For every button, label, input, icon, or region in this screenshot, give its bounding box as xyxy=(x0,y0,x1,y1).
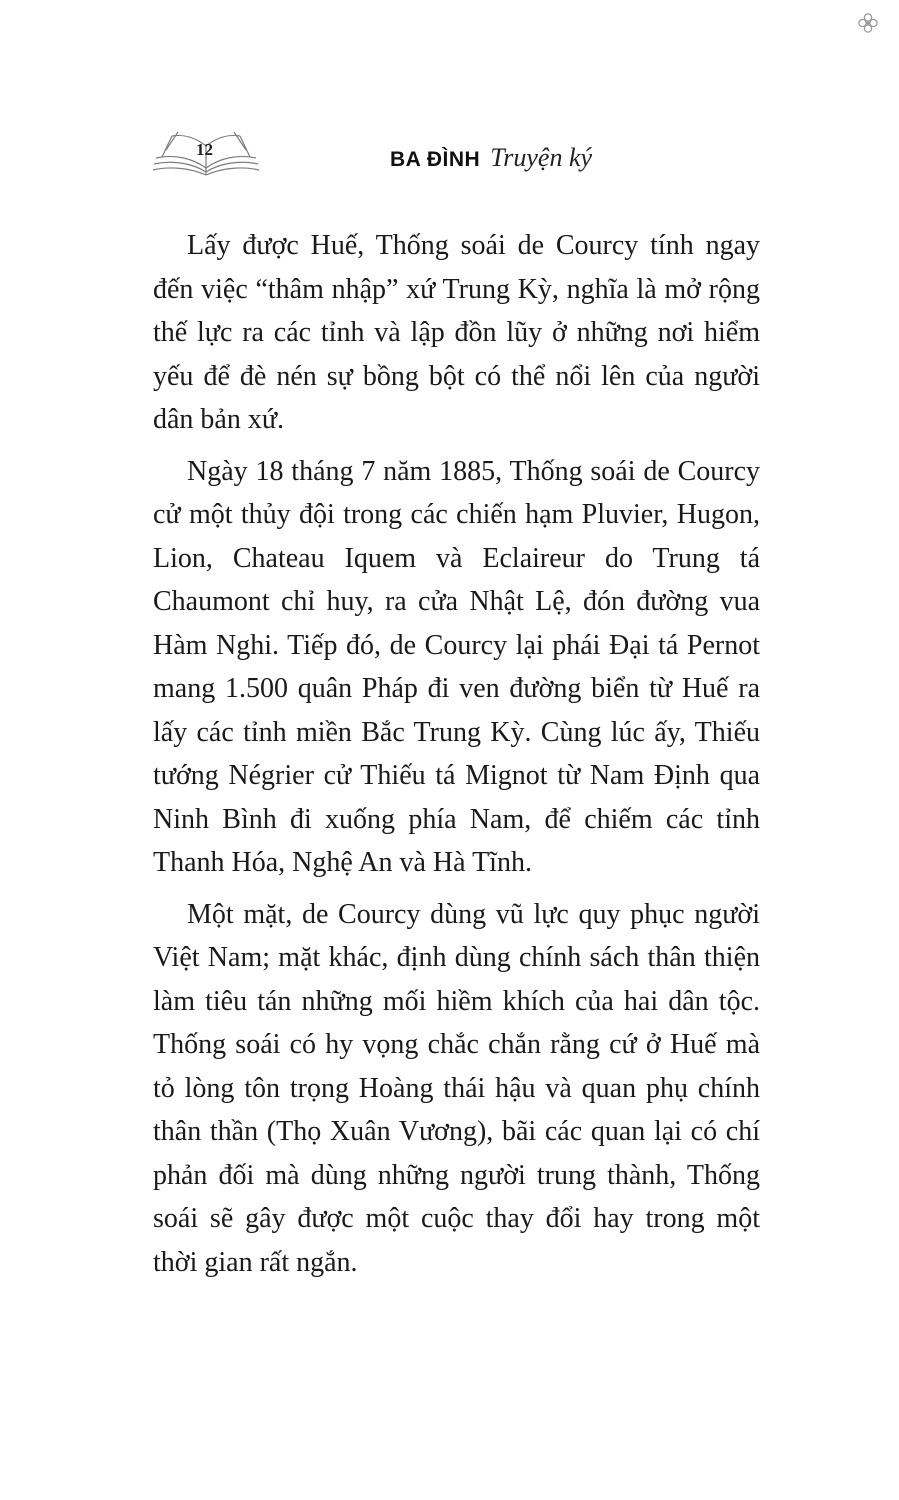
running-header xyxy=(152,128,762,180)
paragraph-3: Một mặt, de Courcy dùng vũ lực quy phục người Việt Nam; mặt khác, định dùng chính sách thân thiện làm tiêu tán những mối hiềm khích của hai dân tộc. Thống soái có hy vọng chắc chắn rằng cứ ở Huế mà tỏ lòng tôn trọng Hoàng thái hậu và quan phụ chính thân thần (Thọ Xuân Vương), bãi các quan lại có chí phản đối mà dùng những người trung thành, Thống soái sẽ gây được một cuộc thay đổi hay trong một thời gian rất ngắn. xyxy=(153,898,760,1278)
book-title-text: BA ĐÌNH xyxy=(390,148,481,171)
body-text xyxy=(153,224,760,1292)
open-book-ornament-icon xyxy=(152,128,260,178)
page-number: 12 xyxy=(196,140,213,159)
paragraph-1: Lấy được Huế, Thống soái de Courcy tính ngay đến việc “thâm nhập” xứ Trung Kỳ, nghĩa là mở rộng thế lực ra các tỉnh và lập đồn lũy ở những nơi hiểm yếu để đè nén sự bồng bột có thể nổi lên của người dân bản xứ. xyxy=(153,230,760,435)
paragraph-2: Ngày 18 tháng 7 năm 1885, Thống soái de Courcy cử một thủy đội trong các chiến hạm Pluvier, Hugon, Lion, Chateau Iquem và Eclaireur do Trung tá Chaumont chỉ huy, ra cửa Nhật Lệ, đón đường vua Hàm Nghi. Tiếp đó, de Courcy lại phái Đại tá Pernot mang 1.500 quân Pháp đi ven đường biển từ Huế ra lấy các tỉnh miền Bắc Trung Kỳ. Cùng lúc ấy, Thiếu tướng Négrier cử Thiếu tá Mignot từ Nam Định qua Ninh Bình đi xuống phía Nam, để chiếm các tỉnh Thanh Hóa, Nghệ An và Hà Tĩnh. xyxy=(153,455,760,878)
flower-ornament-icon xyxy=(857,12,879,34)
book-subtitle: Truyện ký xyxy=(490,143,593,172)
book-title xyxy=(390,143,592,173)
